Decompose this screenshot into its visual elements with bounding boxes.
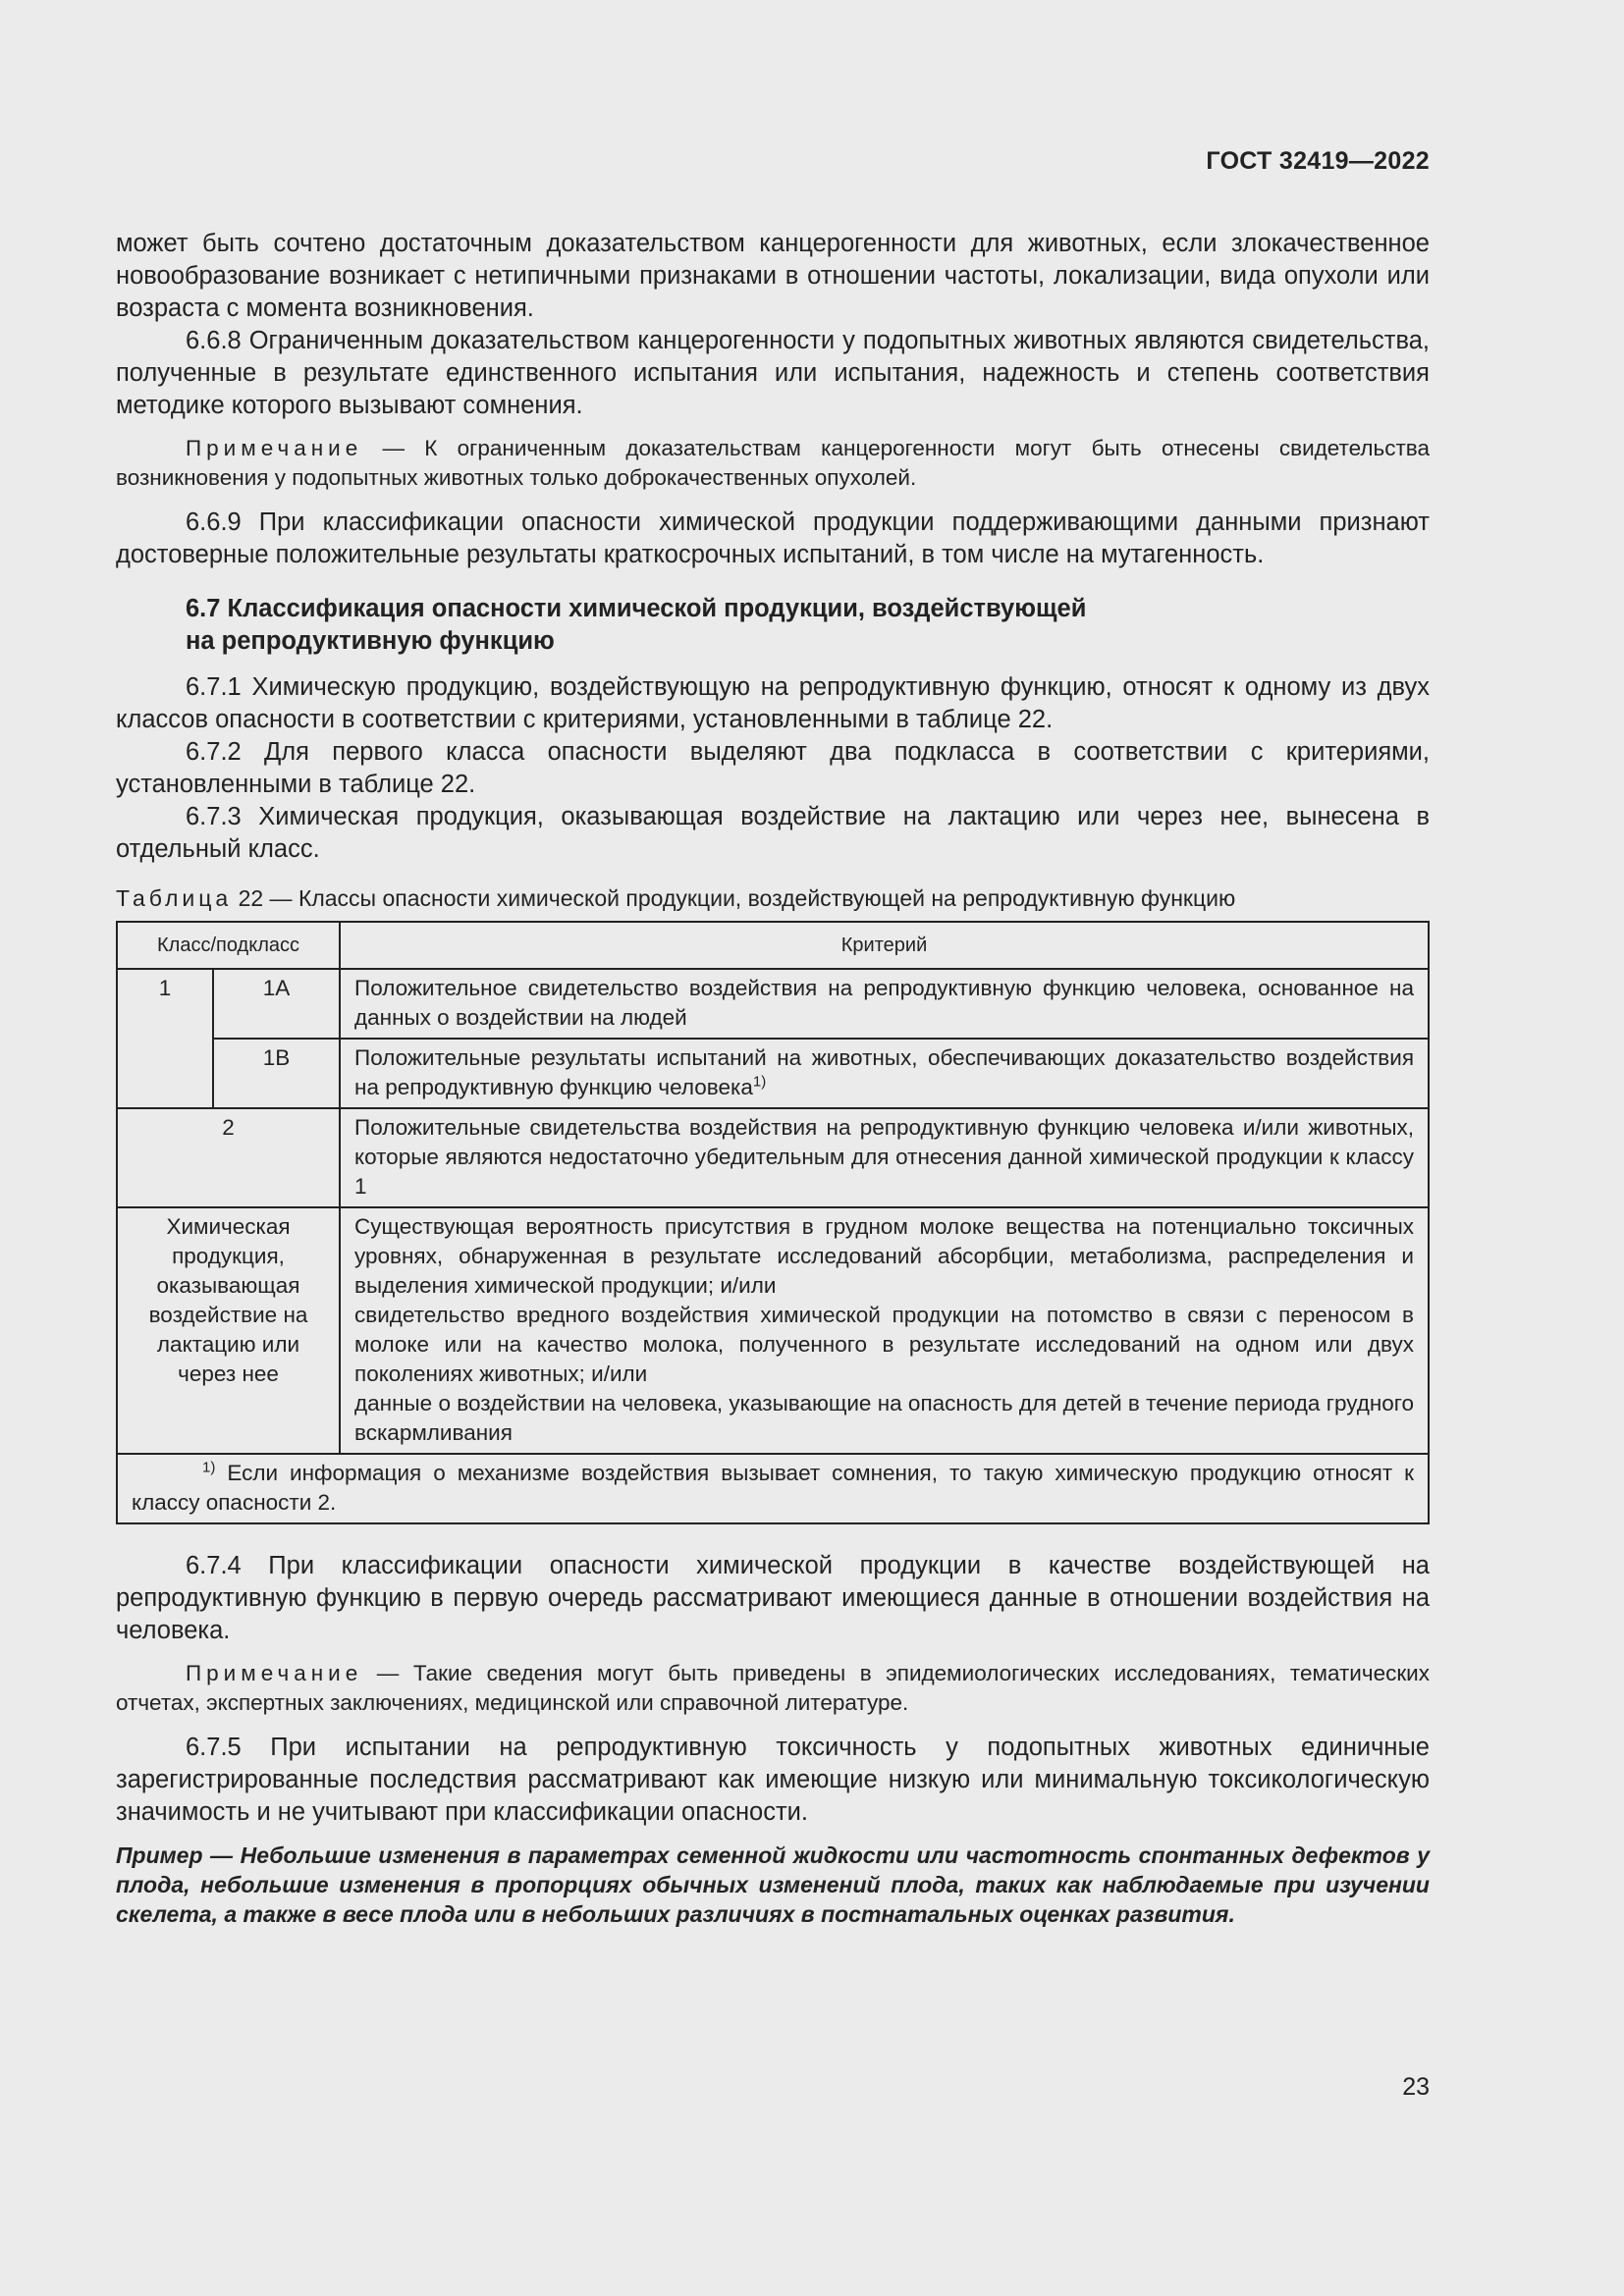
- paragraph-6-6-8: 6.6.8 Ограниченным доказательством канцерогенности у подопытных животных являются свидетельства, полученные в результате единственного испытания или испытания, надежность и степень соответствия методике которого вызывают сомнения.: [116, 327, 1430, 419]
- criterion-1a-cell: Положительное свидетельство воздействия на репродуктивную функцию человека, основанное на данных о воздействии на людей: [340, 969, 1429, 1039]
- class-2-cell: 2: [117, 1108, 340, 1207]
- footnote-text: Если информация о механизме воздействия вызывает сомнения, то такую химическую продукцию относят к классу опасности 2.: [132, 1461, 1414, 1515]
- table-row: [117, 1108, 1429, 1207]
- paragraph-6-7-5: 6.7.5 При испытании на репродуктивную токсичность у подопытных животных единичные зарегистрированные последствия рассматривают как имеющие низкую или минимальную токсикологическую значимость и не учитывают при классификации опасности.: [116, 1734, 1430, 1826]
- subclass-1a-cell: 1А: [213, 969, 340, 1039]
- criterion-1b-text: Положительные результаты испытаний на животных, обеспечивающих доказательство воздействия на репродуктивную функцию человека: [354, 1045, 1414, 1099]
- footnote-ref: 1): [752, 1073, 767, 1091]
- criterion-1b-cell: [340, 1039, 1429, 1108]
- document-header: ГОСТ 32419—2022: [1206, 147, 1430, 175]
- heading-line-1: 6.7 Классификация опасности химической продукции, воздействующей: [186, 595, 1087, 622]
- page-body: [116, 0, 1430, 1929]
- note-1: [116, 434, 1430, 493]
- table-row: [117, 1207, 1429, 1454]
- hazard-class-table: [116, 921, 1430, 1524]
- note-text: — К ограниченным доказательствам канцерогенности могут быть отнесены свидетельства возникновения у подопытных животных только доброкачественных опухолей.: [116, 436, 1430, 490]
- table-row: [117, 969, 1429, 1039]
- note-2: [116, 1659, 1430, 1718]
- lactation-class-cell: Химическая продукция, оказывающая воздействие на лактацию или через нее: [117, 1207, 340, 1454]
- table-row: [117, 1039, 1429, 1108]
- criterion-2-cell: Положительные свидетельства воздействия на репродуктивную функцию человека и/или животных, которые являются недостаточно убедительным для отнесения данной химической продукции к классу 1: [340, 1108, 1429, 1207]
- header-class: Класс/подкласс: [117, 922, 340, 969]
- paragraph-6-7-4: 6.7.4 При классификации опасности химической продукции в качестве воздействующей на репродуктивную функцию в первую очередь рассматривают имеющиеся данные в отношении воздействия на человека.: [116, 1552, 1430, 1644]
- class-1-cell: 1: [117, 969, 213, 1108]
- note-label: Примечание: [186, 1661, 363, 1685]
- table-footnote: [117, 1454, 1429, 1523]
- paragraph-6-7-2: 6.7.2 Для первого класса опасности выделяют два подкласса в соответствии с критериями, установленными в таблице 22.: [116, 738, 1430, 798]
- criterion-lactation-item: данные о воздействии на человека, указывающие на опасность для детей в течение периода грудного вскармливания: [354, 1391, 1414, 1445]
- example-paragraph: Пример — Небольшие изменения в параметрах семенной жидкости или частотность спонтанных дефектов у плода, небольшие изменения в пропорциях обычных изменений плода, таких как наблюдаемые при изучении скелета, а также в весе плода или в небольших различиях в постнатальных оценках развития.: [116, 1842, 1430, 1927]
- criterion-lactation-item: Существующая вероятность присутствия в грудном молоке вещества на потенциально токсичных уровнях, обнаруженная в результате исследований абсорбции, метаболизма, распределения и выделения химической продукции; и/или: [354, 1214, 1414, 1298]
- criterion-lactation-item: свидетельство вредного воздействия химической продукции на потомство в связи с переносом в молоке или на качество молока, полученного в результате исследований на одном или двух поколениях животных; и/или: [354, 1303, 1414, 1386]
- criterion-lactation-cell: [340, 1207, 1429, 1454]
- paragraph-6-7-3: 6.7.3 Химическая продукция, оказывающая воздействие на лактацию или через нее, вынесена в отдельный класс.: [116, 803, 1430, 863]
- section-heading-6-7: [116, 593, 1430, 658]
- table-caption: [116, 883, 1430, 913]
- paragraph-6-7-1: 6.7.1 Химическую продукцию, воздействующую на репродуктивную функцию, относят к одному из двух классов опасности в соответствии с критериями, установленными в таблице 22.: [116, 673, 1430, 733]
- paragraph-continued: может быть сочтено достаточным доказательством канцерогенности для животных, если злокачественное новообразование возникает с нетипичными признаками в отношении частоты, локализации, вида опухоли или возраста с момента возникновения.: [116, 230, 1430, 322]
- header-criterion: Критерий: [340, 922, 1429, 969]
- page-number: 23: [1402, 2073, 1430, 2101]
- subclass-1b-cell: 1В: [213, 1039, 340, 1108]
- note-text: — Такие сведения могут быть приведены в эпидемиологических исследованиях, тематических отчетах, экспертных заключениях, медицинской или справочной литературе.: [116, 1661, 1430, 1715]
- table-header-row: [117, 922, 1429, 969]
- note-label: Примечание: [186, 436, 363, 460]
- paragraph-6-6-9: 6.6.9 При классификации опасности химической продукции поддерживающими данными признают достоверные положительные результаты краткосрочных испытаний, в том числе на мутагенность.: [116, 508, 1430, 568]
- table-caption-text: 22 — Классы опасности химической продукции, воздействующей на репродуктивную функцию: [232, 885, 1236, 911]
- table-footnote-row: [117, 1454, 1429, 1523]
- heading-line-2: на репродуктивную функцию: [186, 627, 555, 655]
- footnote-mark: 1): [202, 1459, 216, 1476]
- table-caption-label: Таблица: [116, 885, 233, 911]
